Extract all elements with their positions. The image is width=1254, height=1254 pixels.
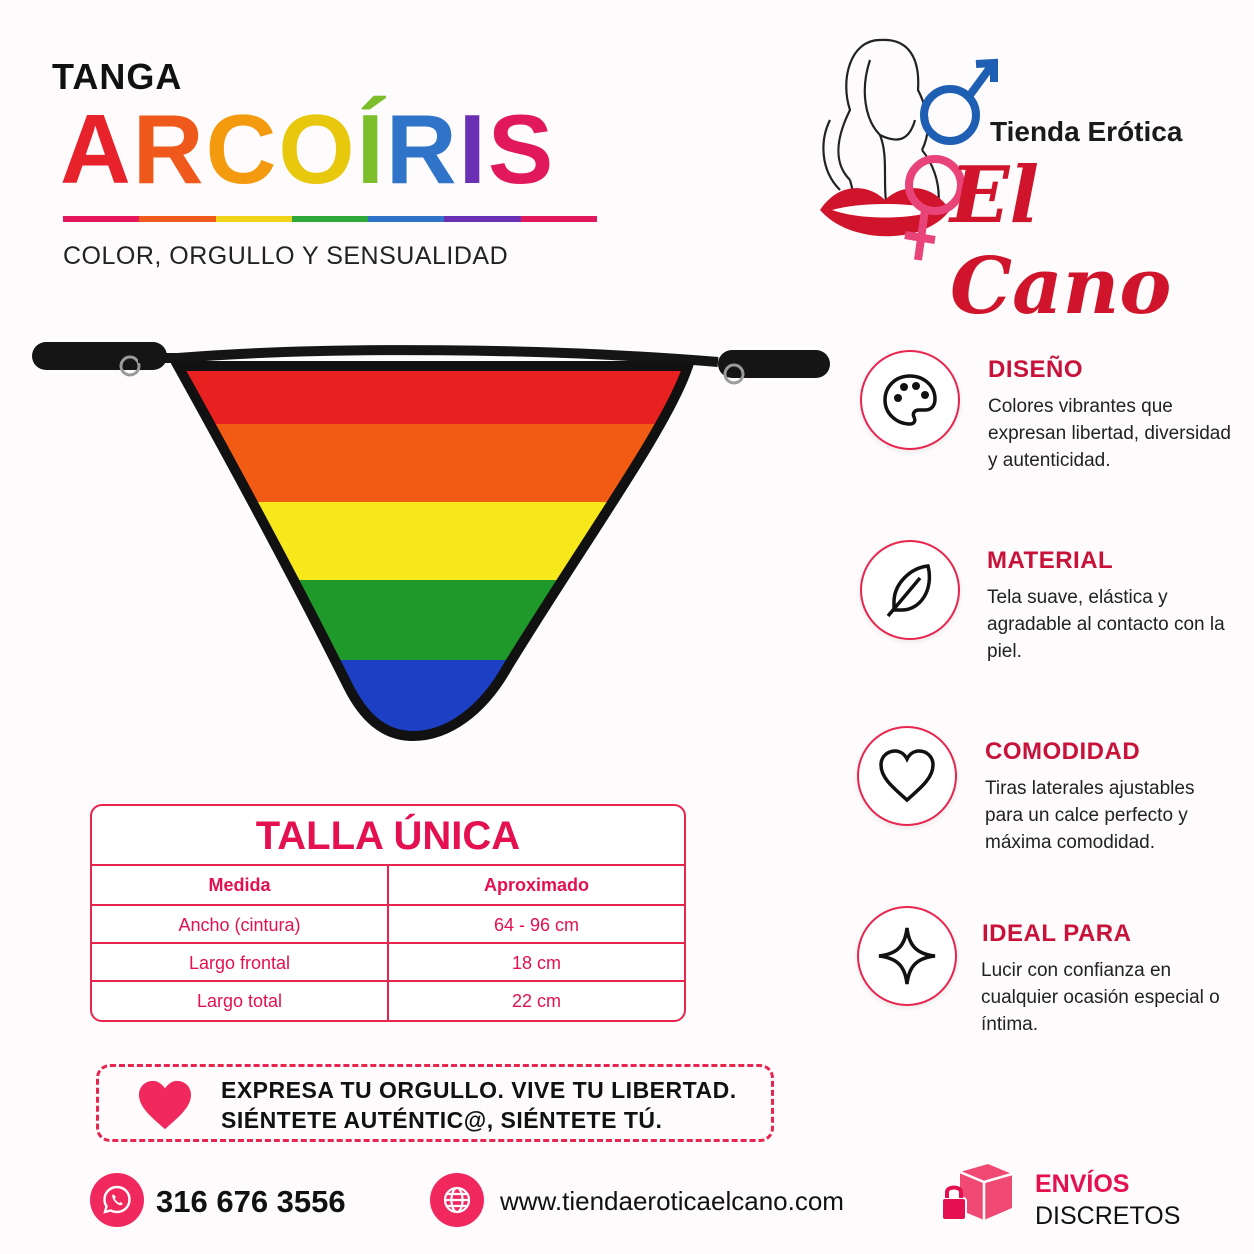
feature-text-diseno: Colores vibrantes que expresan libertad, diversidad y autenticidad. xyxy=(988,396,1231,471)
package-lock-icon xyxy=(940,1162,1014,1228)
table-header-cell: Medida xyxy=(92,866,389,904)
heart-icon xyxy=(137,1079,193,1131)
title-letter: R xyxy=(385,94,459,204)
logo-text-tienda: Tienda Erótica xyxy=(990,116,1183,147)
tagline: COLOR, ORGULLO Y SENSUALIDAD xyxy=(63,242,509,270)
table-cell: Ancho (cintura) xyxy=(92,906,389,944)
feather-icon-circle xyxy=(860,540,960,640)
pride-banner xyxy=(96,1064,774,1142)
table-cell: 22 cm xyxy=(511,990,562,1011)
shipping-subtitle: DISCRETOS xyxy=(1035,1202,1181,1230)
rainbow-segment xyxy=(292,216,368,222)
feather-icon xyxy=(880,560,940,620)
banner-line-1: EXPRESA TU ORGULLO. VIVE TU LIBERTAD. xyxy=(221,1077,737,1103)
feature-text-material: Tela suave, elástica y agradable al contacto con la piel. xyxy=(987,587,1225,662)
product-name-title xyxy=(60,94,556,204)
title-letter: R xyxy=(132,94,206,204)
sparkle-icon xyxy=(877,926,937,986)
rainbow-segment xyxy=(63,216,139,222)
palette-icon xyxy=(880,370,940,430)
feature-title-material: MATERIAL xyxy=(987,547,1114,574)
rainbow-segment xyxy=(368,216,444,222)
feature-text-comodidad: Tiras laterales ajustables para un calce perfecto y máxima comodidad. xyxy=(985,778,1195,853)
male-symbol-icon xyxy=(924,63,994,141)
sparkle-icon-circle xyxy=(857,906,957,1006)
size-table xyxy=(90,804,686,1022)
heart-icon-circle xyxy=(857,726,957,826)
feature-title-ideal: IDEAL PARA xyxy=(982,920,1132,947)
product-type-label: TANGA xyxy=(52,56,183,97)
table-cell: Largo total xyxy=(92,982,389,1020)
table-row xyxy=(92,980,684,1020)
table-cell: Largo frontal xyxy=(92,944,389,982)
whatsapp-icon xyxy=(101,1184,133,1216)
website-link[interactable]: www.tiendaeroticaelcano.com xyxy=(500,1186,844,1216)
table-header-cell: Aproximado xyxy=(483,874,589,895)
thong-product-image xyxy=(28,336,838,756)
feature-title-comodidad: COMODIDAD xyxy=(985,738,1141,765)
shipping-title: ENVÍOS xyxy=(1035,1170,1130,1198)
title-letter: A xyxy=(60,94,133,204)
rainbow-divider xyxy=(63,216,597,222)
rainbow-segment xyxy=(521,216,597,222)
palette-icon-circle xyxy=(860,350,960,450)
whatsapp-icon-circle[interactable] xyxy=(90,1173,144,1227)
feature-title-diseno: DISEÑO xyxy=(988,356,1084,383)
title-letter: I xyxy=(458,94,488,204)
table-row xyxy=(92,942,684,982)
banner-line-2: SIÉNTETE AUTÉNTIC@, SIÉNTETE TÚ. xyxy=(221,1107,663,1133)
phone-number[interactable]: 316 676 3556 xyxy=(156,1184,346,1219)
table-header-row xyxy=(92,864,684,904)
feature-text-ideal: Lucir con confianza en cualquier ocasión especial o íntima. xyxy=(981,960,1220,1035)
title-letter: C xyxy=(205,94,279,204)
title-letter: Í xyxy=(356,94,386,204)
rainbow-segment xyxy=(216,216,292,222)
rainbow-segment xyxy=(444,216,520,222)
title-letter: O xyxy=(278,94,357,204)
size-table-title: TALLA ÚNICA xyxy=(255,814,521,858)
table-cell: 18 cm xyxy=(511,952,562,973)
table-row xyxy=(92,904,684,944)
heart-outline-icon xyxy=(877,746,937,806)
globe-icon-circle[interactable] xyxy=(430,1173,484,1227)
rainbow-segment xyxy=(139,216,215,222)
globe-icon xyxy=(441,1184,473,1216)
logo-text-elcano: El Cano xyxy=(950,150,1172,332)
table-cell: 64 - 96 cm xyxy=(493,914,580,935)
title-letter: S xyxy=(487,94,556,204)
